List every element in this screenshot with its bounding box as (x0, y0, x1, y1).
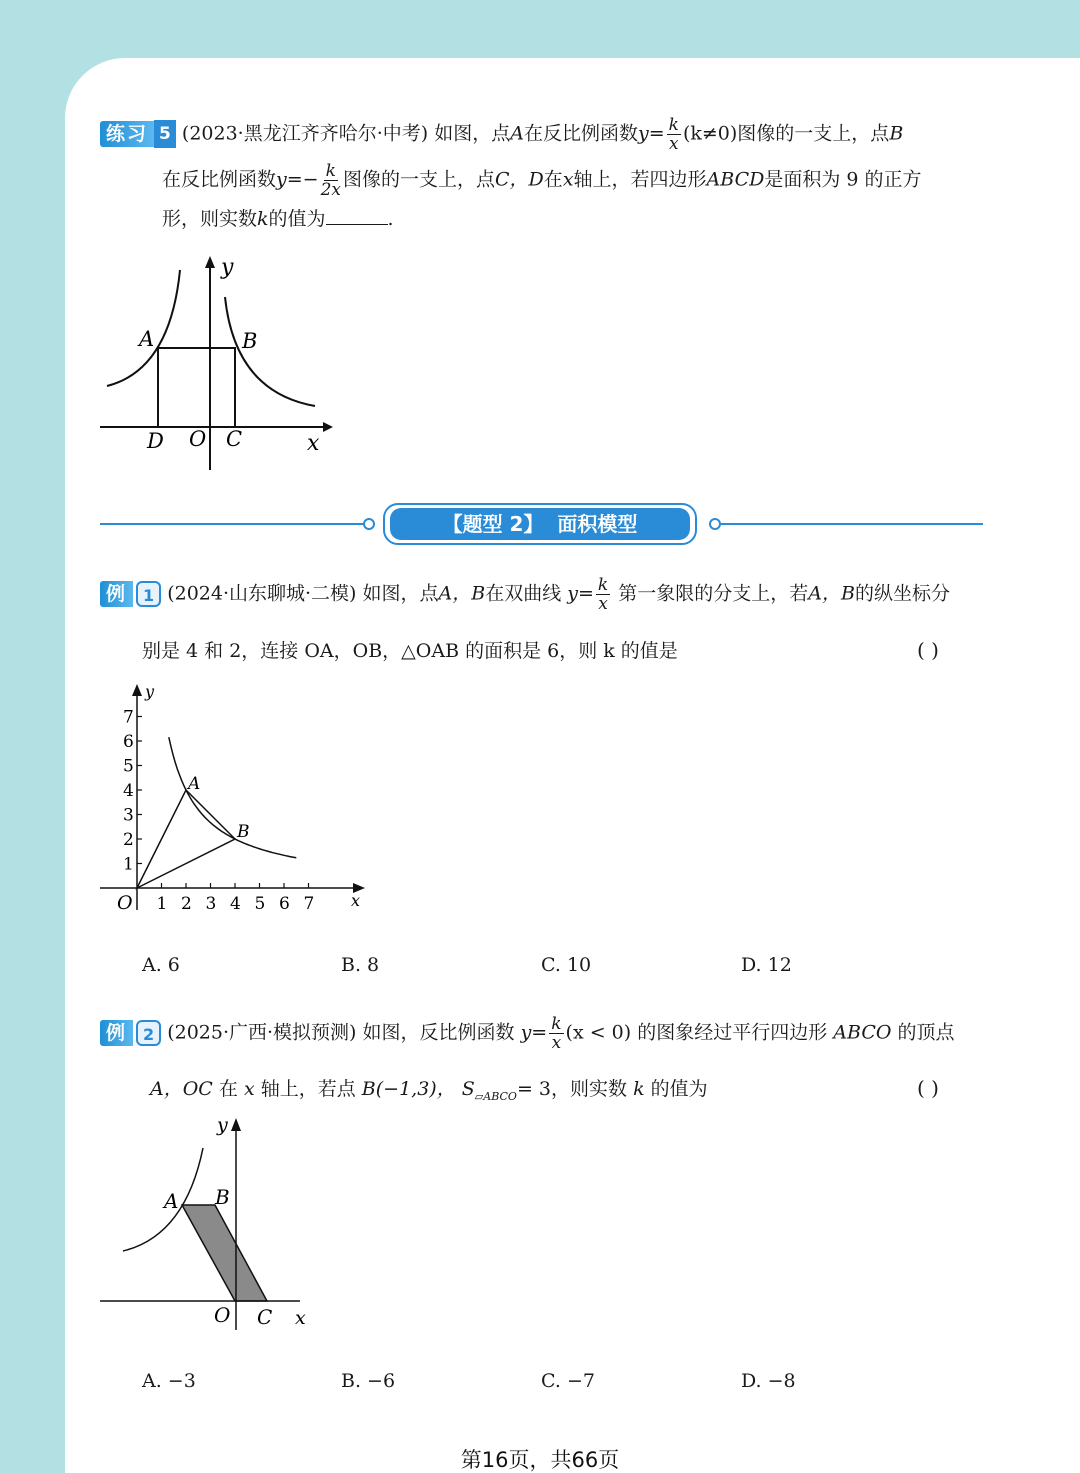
label-o: O (214, 1303, 231, 1327)
text: 形，则实数 (162, 208, 258, 230)
y-tick-label: 4 (123, 781, 134, 801)
y-tick-label: 5 (123, 756, 134, 777)
text: 在 (543, 168, 563, 191)
label-o: O (117, 892, 133, 914)
var-a-oc: A，OC (150, 1078, 213, 1100)
equals-sign: = (648, 122, 665, 145)
var-y: y (567, 582, 578, 605)
x-tick-label: 5 (254, 894, 266, 914)
label-o: O (189, 427, 207, 451)
label-y: y (221, 255, 234, 280)
triangle-oab (137, 790, 235, 888)
y-axis-arrow (205, 256, 215, 268)
example-1-source: (2024·山东聊城·二模) 如图，点 (167, 582, 439, 605)
denominator: x (668, 134, 679, 154)
example-1-line-1 (100, 576, 950, 613)
x-tick-label: 3 (205, 894, 217, 914)
practice-tag (100, 120, 176, 148)
area-value: = 3 (516, 1078, 551, 1100)
denominator: 2x (320, 180, 341, 200)
example-2-answer-paren[interactable]: ( ) (917, 1076, 939, 1100)
point-b: B(−1,3)， (361, 1078, 456, 1100)
practice-tag-number: 5 (154, 120, 176, 148)
var-ab: A，B (808, 582, 855, 605)
label-x: x (295, 1307, 306, 1329)
text: 的值为 (268, 208, 326, 230)
example-1-tag (100, 580, 161, 608)
var-y: y (637, 122, 649, 145)
var-abco: ABCO (833, 1021, 892, 1044)
fraction-k-over-x (667, 116, 681, 153)
example-2-graph (95, 1108, 325, 1338)
label-y: y (145, 682, 155, 701)
label-a: A (188, 774, 201, 794)
example-1-graph (95, 680, 375, 920)
var-cd: C，D (495, 168, 544, 191)
label-x: x (351, 891, 361, 910)
practice-5-line-1 (100, 116, 903, 153)
example-1-answer-paren[interactable]: ( ) (917, 638, 939, 662)
numerator: k (668, 115, 679, 135)
option-c[interactable]: C. 10 (541, 954, 592, 976)
x-tick-label: 4 (230, 894, 241, 914)
text: 是面积为 9 的正方 (764, 168, 922, 191)
period: . (387, 208, 394, 230)
numerator: k (551, 1014, 562, 1034)
denominator: x (598, 594, 608, 614)
text: 轴上，若点 (260, 1078, 356, 1100)
condition: (k≠0) (682, 122, 738, 145)
parallelogram-abco (182, 1205, 267, 1301)
right-branch-curve (225, 297, 315, 406)
option-c[interactable]: C. −7 (541, 1370, 595, 1392)
label-b: B (215, 1185, 230, 1209)
var-y: y (276, 168, 287, 191)
text: ，则实数 (551, 1078, 628, 1100)
var-a: A (510, 122, 524, 145)
text: 第一象限的分支上，若 (618, 582, 809, 605)
practice-5-graph (95, 252, 335, 477)
label-x: x (307, 431, 320, 456)
option-b[interactable]: B. 8 (341, 954, 380, 976)
example-2-tag (100, 1019, 161, 1047)
practice-5-source: (2023·黑龙江齐齐哈尔·中考) 如图，点 (181, 122, 511, 145)
var-abcd: ABCD (706, 168, 765, 191)
area-s: S (461, 1078, 475, 1100)
y-tick-label: 7 (123, 707, 134, 728)
var-k: k (257, 208, 269, 230)
var-ab: A，B (438, 582, 486, 605)
label-c: C (257, 1305, 273, 1329)
option-a[interactable]: A. 6 (142, 954, 180, 976)
x-tick-label: 6 (279, 894, 290, 914)
example-1-line-2: 别是 4 和 2，连接 OA，OB，△OAB 的面积是 6，则 k 的值是 (142, 640, 678, 662)
practice-5-line-3 (162, 206, 394, 232)
option-d[interactable]: D. −8 (741, 1370, 796, 1392)
fraction-k-over-x (549, 1015, 563, 1052)
text: 的图象经过平行四边形 (637, 1021, 828, 1044)
y-tick-label: 6 (123, 732, 134, 752)
neg-equals: =− (286, 168, 319, 191)
label-c: C (226, 427, 243, 451)
y-axis-arrow (132, 684, 142, 696)
example-tag-number: 2 (136, 1020, 161, 1046)
y-tick-label: 3 (123, 805, 134, 826)
label-a: A (164, 1189, 179, 1213)
x-tick-label: 2 (181, 894, 192, 914)
text: 在双曲线 (485, 582, 562, 605)
option-a[interactable]: A. −3 (142, 1370, 196, 1392)
label-b: B (242, 329, 258, 353)
equals-sign: = (578, 582, 594, 605)
text: 在反比例函数 (523, 122, 638, 145)
page-number: 第16页，共66页 (460, 1448, 620, 1472)
example-2-line-1 (100, 1015, 955, 1052)
example-tag-label: 例 (100, 581, 133, 607)
square-abcd (158, 348, 235, 427)
label-a: A (139, 327, 155, 351)
option-b[interactable]: B. −6 (341, 1370, 396, 1392)
text: 图像的一支上，点 (343, 168, 496, 191)
text: 的值为 (650, 1078, 708, 1100)
example-tag-label: 例 (100, 1020, 133, 1046)
x-tick-label: 7 (303, 894, 315, 914)
denominator: x (551, 1033, 562, 1053)
example-2-line-2 (150, 1076, 708, 1110)
label-d: D (147, 429, 164, 453)
fraction-k-over-x (596, 576, 610, 613)
text: 的顶点 (897, 1021, 955, 1044)
text: 图像的一支上，点 (737, 122, 890, 145)
var-y: y (520, 1021, 532, 1044)
hyperbola-curve (123, 1148, 203, 1251)
x-axis-arrow (323, 422, 333, 432)
text: 的纵坐标分 (854, 582, 950, 605)
label-b: B (237, 822, 250, 842)
var-x: x (243, 1078, 255, 1100)
practice-5-line-2 (162, 162, 922, 199)
y-tick-label: 1 (123, 854, 134, 875)
equals-sign: = (531, 1021, 548, 1044)
x-tick-label: 1 (156, 894, 168, 914)
numerator: k (325, 161, 336, 181)
practice-tag-label: 练习 (100, 121, 154, 147)
text: 轴上，若四边形 (573, 168, 707, 191)
option-d[interactable]: D. 12 (741, 954, 792, 976)
answer-blank[interactable] (326, 206, 388, 225)
fraction-k-over-2x (321, 162, 341, 199)
var-k: k (633, 1078, 645, 1100)
y-axis-arrow (231, 1118, 241, 1131)
label-y: y (217, 1114, 228, 1136)
section-title: 【题型 2】 面积模型 (442, 512, 638, 536)
y-tick-label: 2 (123, 830, 134, 850)
text: 在反比例函数 (162, 168, 277, 191)
condition: (x < 0) (565, 1021, 632, 1044)
var-b: B (889, 122, 904, 145)
var-x: x (562, 168, 574, 191)
example-tag-number: 1 (136, 581, 161, 607)
example-2-source: (2025·广西·模拟预测) 如图，反比例函数 (167, 1021, 515, 1044)
text: 在 (218, 1078, 238, 1100)
numerator: k (597, 575, 609, 595)
section-header (100, 503, 983, 547)
area-subscript: ▱ABCO (474, 1089, 517, 1103)
